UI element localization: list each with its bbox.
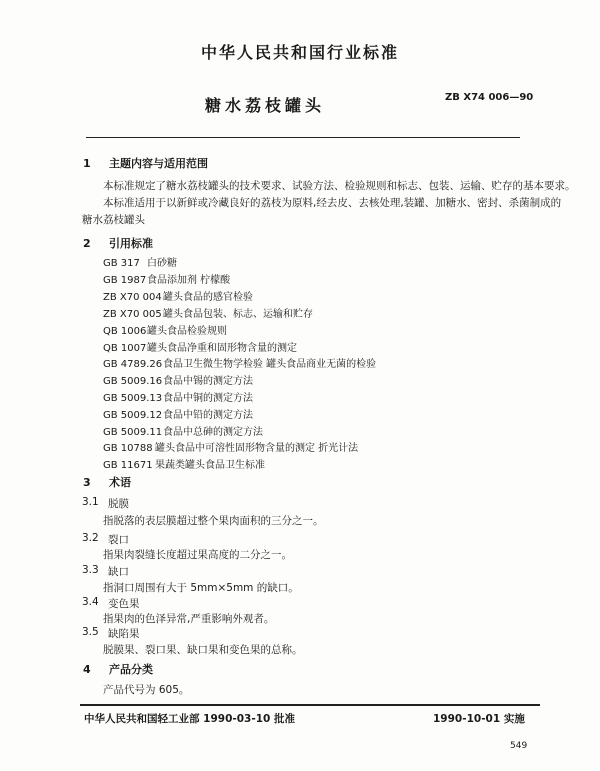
reference-item [103,406,253,421]
reference-name: 罐头食品的感官检验 [163,292,253,303]
reference-item [103,423,263,438]
section-3-title: 术语 [109,476,131,489]
reference-name: 果蔬类罐头食品卫生标准 [155,460,265,471]
term-number: 3.4 [82,596,99,608]
reference-name: 食品卫生微生物学检验 罐头食品商业无菌的检验 [163,359,377,370]
term-name: 变色果 [108,598,140,610]
term-name: 缺口 [108,566,129,578]
reference-item [103,254,177,269]
reference-name: 食品中铅的测定方法 [163,410,253,421]
reference-code: QB 1006 [103,326,147,337]
reference-item [103,439,358,454]
footer-divider [80,704,540,706]
reference-code: GB 317 [103,258,140,269]
reference-item [103,305,313,320]
section-1-number: 1 [83,157,91,170]
term-definition: 脱膜果、裂口果、缺口果和变色果的总称。 [103,644,303,656]
section-1-heading [83,155,208,171]
term-definition: 指果肉的色泽异常,严重影响外观者。 [103,613,275,625]
term-number: 3.3 [82,564,99,576]
term-name: 裂口 [108,534,129,546]
section-1-para-2-line-1: 本标准适用于以新鲜或冷藏良好的荔枝为原料,经去皮、去核处理,装罐、加糖水、密封、杀菌制成的 [103,197,562,209]
reference-item [103,271,230,286]
implementation-date: 1990-10-01 实施 [433,713,525,725]
reference-code: ZB X70 004 [103,292,162,303]
reference-code: GB 5009.11 [103,427,163,438]
reference-code: GB 5009.16 [103,376,163,387]
reference-name: 白砂糖 [147,258,177,269]
reference-item [103,339,297,354]
term-definition: 指脱落的表层膜超过整个果肉面积的三分之一。 [103,515,324,527]
reference-item [103,456,265,471]
section-3-heading [83,474,131,490]
reference-code: GB 4789.26 [103,359,163,370]
term-name: 脱膜 [108,498,129,510]
reference-name: 罐头食品中可溶性固形物含量的测定 折光计法 [155,443,359,454]
section-4-heading [83,661,153,677]
reference-item [103,389,253,404]
reference-name: 食品中锡的测定方法 [163,376,253,387]
section-4-para: 产品代号为 605。 [103,684,190,696]
term-number: 3.5 [82,626,99,638]
reference-code: QB 1007 [103,343,147,354]
reference-name: 食品中铜的测定方法 [163,393,253,404]
section-3-number: 3 [83,476,91,489]
reference-code: ZB X70 005 [103,309,162,320]
section-4-number: 4 [83,663,91,676]
reference-name: 罐头食品包装、标志、运输和贮存 [163,309,313,320]
reference-code: GB 10788 [103,443,153,454]
term-definition: 指果肉裂缝长度超过果高度的二分之一。 [103,549,292,561]
section-1-para-2-line-2: 糖水荔枝罐头 [82,214,145,226]
standard-type-heading: 中华人民共和国行业标准 [200,43,399,62]
section-2-title: 引用标准 [109,237,153,250]
reference-name: 罐头食品检验规则 [147,326,227,337]
term-name: 缺陷果 [108,628,140,640]
page-number: 549 [510,741,528,751]
reference-item [103,372,253,387]
reference-code: GB 1987 [103,275,147,286]
section-2-heading [83,235,153,251]
section-1-title: 主题内容与适用范围 [109,157,208,170]
reference-name: 罐头食品净重和固形物含量的测定 [147,343,297,354]
section-1-para-1: 本标准规定了糖水荔枝罐头的技术要求、试验方法、检验规则和标志、包装、运输、贮存的基本要求。 [103,180,576,192]
term-definition: 指洞口周围有大于 5mm×5mm 的缺口。 [103,582,299,594]
reference-item [103,322,227,337]
section-2-number: 2 [83,237,91,250]
reference-code: GB 5009.12 [103,410,163,421]
reference-name: 食品中总砷的测定方法 [163,427,263,438]
reference-item [103,288,253,303]
section-4-title: 产品分类 [109,663,153,676]
reference-code: GB 5009.13 [103,393,163,404]
reference-item [103,355,376,370]
standard-code: ZB X74 006—90 [445,92,534,103]
document-title: 糖水荔枝罐头 [204,96,325,115]
term-number: 3.1 [82,496,99,508]
header-divider [86,137,520,138]
reference-name: 食品添加剂 柠檬酸 [147,275,231,286]
approval-line: 中华人民共和国轻工业部 1990-03-10 批准 [84,713,295,725]
term-number: 3.2 [82,532,99,544]
reference-code: GB 11671 [103,460,153,471]
